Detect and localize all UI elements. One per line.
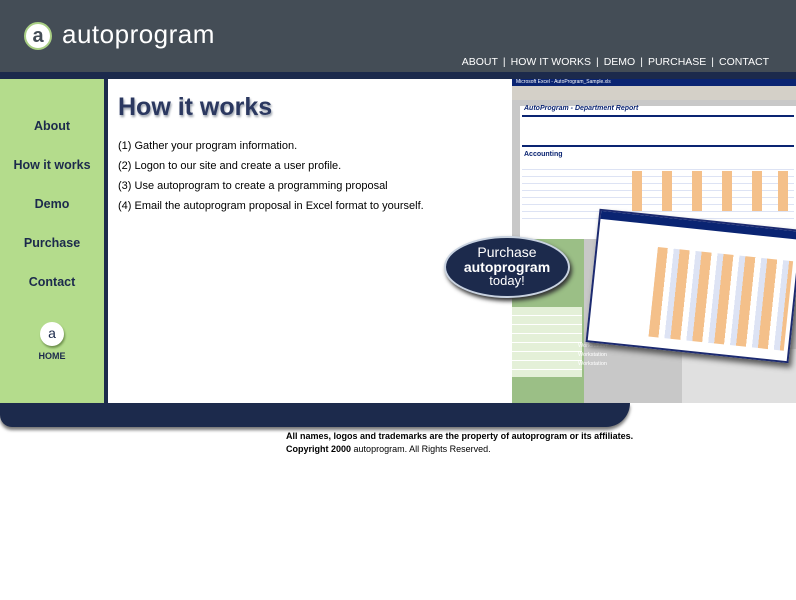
- step-item: (1) Gather your program information.: [118, 140, 298, 152]
- trademark-notice: All names, logos and trademarks are the property of autoprogram or its affiliates.: [286, 431, 634, 441]
- list-item: Workstation: [578, 343, 607, 349]
- topnav-contact[interactable]: CONTACT: [719, 56, 769, 68]
- badge-line-1: Purchase: [477, 244, 537, 260]
- copyright-brand: autoprogram: [353, 444, 405, 454]
- page-title: How it works: [118, 93, 273, 121]
- logo-icon[interactable]: [24, 22, 52, 50]
- product-screenshot: [512, 79, 796, 403]
- home-icon-letter: a: [48, 325, 56, 341]
- topnav-about[interactable]: ABOUT: [461, 56, 498, 68]
- nav-separator: |: [640, 56, 643, 68]
- copyright-prefix: Copyright 2000: [286, 444, 352, 454]
- header-divider: [0, 72, 796, 79]
- sidebar-item-purchase[interactable]: Purchase: [23, 236, 81, 250]
- home-link[interactable]: HOME: [38, 351, 66, 361]
- sidebar: [0, 79, 104, 403]
- sheet-title: AutoProgram - Department Report: [524, 105, 639, 112]
- badge-line-2: autoprogram: [463, 259, 551, 275]
- sidebar-item-about[interactable]: About: [33, 119, 71, 133]
- brand-name[interactable]: autoprogram: [62, 19, 215, 49]
- copyright-notice: [286, 444, 491, 454]
- badge-line-3: today!: [489, 273, 525, 288]
- nav-separator: |: [711, 56, 715, 68]
- sidebar-item-demo[interactable]: Demo: [34, 197, 70, 211]
- logo-letter: a: [32, 25, 44, 47]
- steps-list: [118, 139, 424, 219]
- sheet-highlight-column: [722, 171, 732, 211]
- main-content: [108, 79, 512, 403]
- home-icon[interactable]: [40, 322, 64, 346]
- site-header: [0, 0, 796, 72]
- list-item: Workstation: [578, 361, 607, 367]
- excel-toolbar: [512, 86, 796, 100]
- sheet-section-title: Accounting: [524, 151, 563, 158]
- sidebar-item-contact[interactable]: Contact: [28, 275, 76, 289]
- step-item: (3) Use autoprogram to create a programming proposal: [118, 180, 388, 192]
- topnav-purchase[interactable]: PURCHASE: [647, 56, 707, 68]
- excel-window-overlay: [586, 209, 796, 364]
- list-item: Workstation: [578, 352, 607, 358]
- sheet-highlight-column: [692, 171, 702, 211]
- copyright-suffix: . All Rights Reserved.: [404, 444, 491, 454]
- topnav-demo[interactable]: DEMO: [603, 56, 636, 68]
- topnav-how-it-works[interactable]: HOW IT WORKS: [510, 56, 591, 68]
- purchase-badge-button[interactable]: [444, 236, 570, 298]
- sheet-highlight-column: [632, 171, 642, 211]
- overlay-grid: [648, 247, 793, 351]
- sheet-rule: [522, 145, 794, 147]
- step-item: (2) Logon to our site and create a user profile.: [118, 160, 342, 172]
- green-list: [512, 307, 582, 377]
- sidebar-item-how-it-works[interactable]: How it works: [13, 158, 91, 172]
- excel-row-header: [512, 106, 520, 239]
- nav-separator: |: [595, 56, 599, 68]
- sheet-highlight-column: [662, 171, 672, 211]
- step-item: (4) Email the autoprogram proposal in Excel format to yourself.: [118, 200, 424, 212]
- sheet-highlight-column: [778, 171, 788, 211]
- nav-separator: |: [502, 56, 506, 68]
- top-navigation: [462, 56, 769, 68]
- sheet-rule: [522, 115, 794, 117]
- excel-titlebar: Microsoft Excel - AutoProgram_Sample.xls: [512, 79, 796, 86]
- sheet-highlight-column: [752, 171, 762, 211]
- footer-band: [0, 403, 630, 427]
